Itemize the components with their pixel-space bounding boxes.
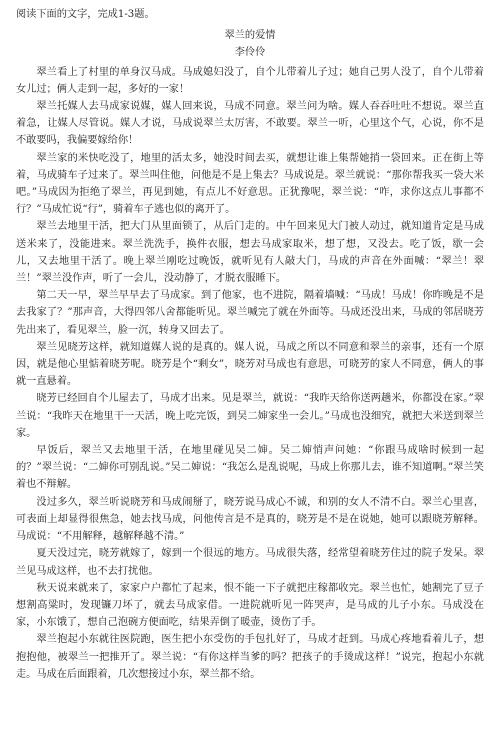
article-author: 李伶伶 bbox=[234, 47, 266, 59]
paragraph-7: 晓芳已经回自个儿屋去了，马成才出来。见是翠兰，就说：“我昨天给你送两趟米，你都没在家。”翠兰说：“我昨天在地里干一天活，晚上吃完饭，到吴二婶家坐一会儿。”马成也没细究，就把大米送到翠兰家。 bbox=[16, 393, 484, 439]
paragraph-8: 早饭后，翠兰又去地里干活，在地里碰见吴二婶。吴二婶悄声问她：“你跟马成啥时候到一起的？”翠兰说：“二婶你可别乱说。”吴二婶说：“我怎么是乱说呢，马成上你那儿去，谁不知道啊。”翠兰笑着也不辩解。 bbox=[16, 445, 484, 491]
reading-instruction: 阅读下面的文字，完成1-3题。 bbox=[16, 9, 155, 20]
paragraph-9: 没过多久，翠兰听说晓芳和马成闹掰了，晓芳说马成心不诚，和别的女人不清不白。翠兰心里喜，可表面上却显得很焦急，她去找马成，问他传言是不是真的，晓芳是不是在说她，她可以跟晓芳解释。马成说：“不用解释，越解释越不清。” bbox=[16, 496, 484, 543]
paragraph-2: 翠兰托媒人去马成家说媒，媒人回来说，马成不同意。翠兰问为啥。媒人吞吞吐吐不想说。翠兰直着急，让媒人尽管说。媒人才说，马成说翠兰太厉害，不敢要。翠兰一听，心里这个气，心说，你不是不敢要吗，我偏要嫁给你！ bbox=[16, 101, 484, 147]
paragraph-3: 翠兰家的米快吃没了，地里的活太多，她没时间去买，就想让谁上集帮她捎一袋回来。正在街上等着，马成骑车子过来了。翠兰叫住他，问他是不是上集去？马成说是。翠兰就说：“那你帮我买一袋大米吧。”马成因为拒绝了翠兰，再见到她，有点儿不好意思。正犹豫呢，翠兰说：“咋，求你这点儿事都不行？”马成忙说“行”，骑着车子逃也似的离开了。 bbox=[16, 152, 484, 216]
paragraph-4: 翠兰去地里干活，把大门从里面锁了，从后门走的。中午回来见大门被人动过，就知道肯定是马成送米来了，没能进来。翠兰洗洗手，换件衣服，想去马成家取米，想了想，又没去。吃了饭，歇一会儿，又去地里干活了。晚上翠兰刚吃过晚饭，就听见有人敲大门，马成的声音在外面喊：“翠兰！翠兰！”翠兰没作声，听了一会儿，没动静了，才脱衣服睡下。 bbox=[16, 221, 484, 285]
paragraph-1: 翠兰看上了村里的单身汉马成。马成媳妇没了，自个儿带着儿子过；她自己男人没了，自个儿带着女儿过；俩人走到一起，多好的一家！ bbox=[16, 66, 484, 95]
paragraph-12: 翠兰抱起小东就往医院跑，医生把小东受伤的手包扎好了，马成才赶到。马成心疼地看着儿子，想抱抱他，被翠兰一把推开了。翠兰说：“有你这样当爹的吗？把孩子的手烫成这样！”说完，抱起小东就走。马成在后面跟着，几次想接过小东，翠兰都不给。 bbox=[16, 634, 484, 680]
paragraph-5: 第二天一早，翠兰早早去了马成家。到了他家，也不进院，隔着墙喊：“马成！马成！你昨晚是不是去我家了？”那声音，大得四邻八舍都能听见。翠兰喊完了就在外面等。马成还没出来，马成的邻居晓芳先出来了，看见翠兰，脸一沉，转身又回去了。 bbox=[16, 290, 484, 336]
paragraph-6: 翠兰见晓芳这样，就知道媒人说的是真的。媒人说，马成之所以不同意和翠兰的亲事，还有一个原因，就是他心里惦着晓芳呢。晓芳是个“剩女”，晓芳对马成也有意思，可晓芳的家人不同意，俩人的事就一直悬着。 bbox=[16, 341, 484, 388]
paragraph-10: 夏天没过完，晓芳就嫁了，嫁到一个很远的地方。马成很失落，经常望着晓芳住过的院子发呆。翠兰见马成这样，也不去打扰他。 bbox=[16, 548, 484, 577]
paragraph-11: 秋天说来就来了，家家户户都忙了起来，恨不能一下子就把庄稼都收完。翠兰也忙，她割完了豆子想割高粱时，发现镰刀坏了，就去马成家借。一进院就听见一阵哭声，是马成的儿子小东。马成没在家，小东饿了，想自己泡碗方便面吃，结果弄倒了暖壶，烫伤了手。 bbox=[16, 582, 484, 629]
article-title: 翠兰的爱情 bbox=[224, 30, 276, 42]
